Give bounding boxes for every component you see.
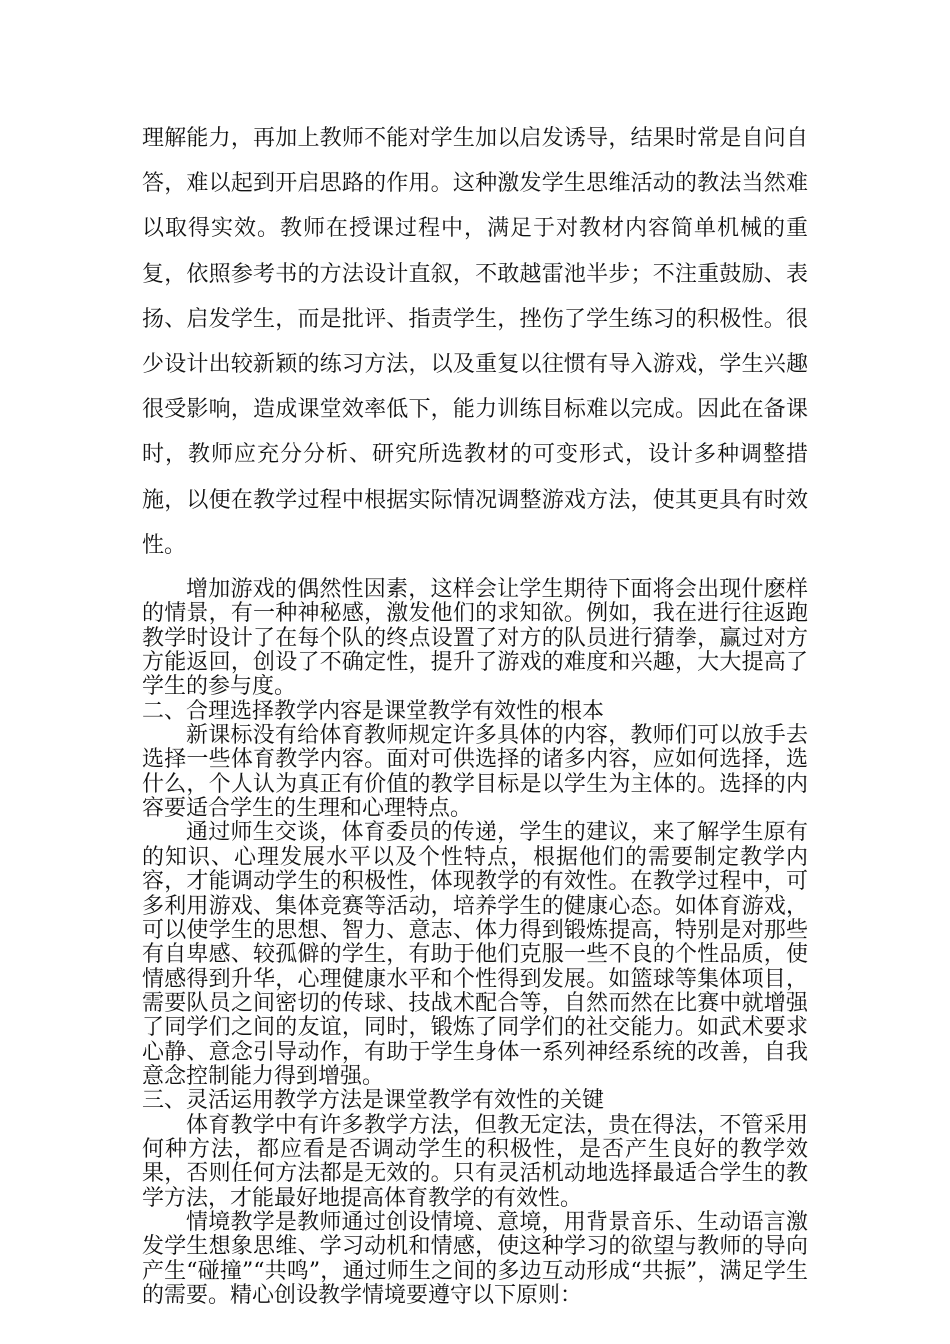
section-heading-3: 三、灵活运用教学方法是课堂教学有效性的关键: [142, 1088, 605, 1114]
section-heading-2: 二、合理选择教学内容是课堂教学有效性的根本: [142, 698, 605, 724]
paragraph-game-chance: 增加游戏的偶然性因素，这样会让学生期待下面将会出现什麽样的情景，有一种神秘感，激发他们的求知欲。例如，我在进行往返跑教学时设计了在每个队的终点设置了对方的队员进行猜拳，赢过对方方能返回，创设了不确定性，提升了游戏的难度和兴趣，大大提高了学生的参与度。: [142, 577, 808, 700]
paragraph-continued: 理解能力，再加上教师不能对学生加以启发诱导，结果时常是自问自答，难以起到开启思路的作用。这种激发学生思维活动的教法当然难以取得实效。教师在授课过程中，满足于对教材内容简单机械的重复，依照参考书的方法设计直叙，不敢越雷池半步；不注重鼓励、表扬、启发学生，而是批评、指责学生，挫伤了学生练习的积极性。很少设计出较新颖的练习方法，以及重复以往惯有导入游戏，学生兴趣很受影响，造成课堂效率低下，能力训练目标难以完成。因此在备课时，教师应充分分析、研究所选教材的可变形式，设计多种调整措施，以便在教学过程中根据实际情况调整游戏方法，使其更具有时效性。: [142, 126, 808, 558]
paragraph-student-needs: 通过师生交谈，体育委员的传递，学生的建议，来了解学生原有的知识、心理发展水平以及个性特点，根据他们的需要制定教学内容，才能调动学生的积极性，体现教学的有效性。在教学过程中，可多利用游戏、集体竞赛等活动，培养学生的健康心态。如体育游戏，可以使学生的思想、智力、意志、体力得到锻炼提高，特别是对那些有自卑感、较孤僻的学生，有助于他们克服一些不良的个性品质，使情感得到升华，心理健康水平和个性得到发展。如篮球等集体项目，需要队员之间密切的传球、技战术配合等，自然而然在比赛中就增强了同学们之间的友谊，同时，锻炼了同学们的社交能力。如武术要求心静、意念引导动作，有助于学生身体一系列神经系统的改善，自我意念控制能力得到增强。: [142, 820, 808, 1089]
paragraph-situational-teaching: 情境教学是教师通过创设情境、意境，用背景音乐、生动语言激发学生想象思维、学习动机和情感，使这种学习的欲望与教师的导向产生“碰撞”“共鸣”，通过师生之间的多边互动形成“共振”，满足学生的需要。精心创设教学情境要遵守以下原则：: [142, 1209, 808, 1308]
loose-spaced-section: [142, 116, 808, 568]
document-page: [142, 116, 808, 1308]
paragraph-teaching-methods: 体育教学中有许多教学方法，但教无定法，贵在得法，不管采用何种方法，都应看是否调动学生的积极性，是否产生良好的教学效果，否则任何方法都是无效的。只有灵活机动地选择最适合学生的教学方法，才能最好地提高体育教学的有效性。: [142, 1112, 808, 1211]
body-section: [142, 578, 808, 1308]
paragraph-content-selection: 新课标没有给体育教师规定许多具体的内容，教师们可以放手去选择一些体育教学内容。面对可供选择的诸多内容，应如何选择，选什么，个人认为真正有价值的教学目标是以学生为主体的。选择的内容要适合学生的生理和心理特点。: [142, 723, 808, 822]
